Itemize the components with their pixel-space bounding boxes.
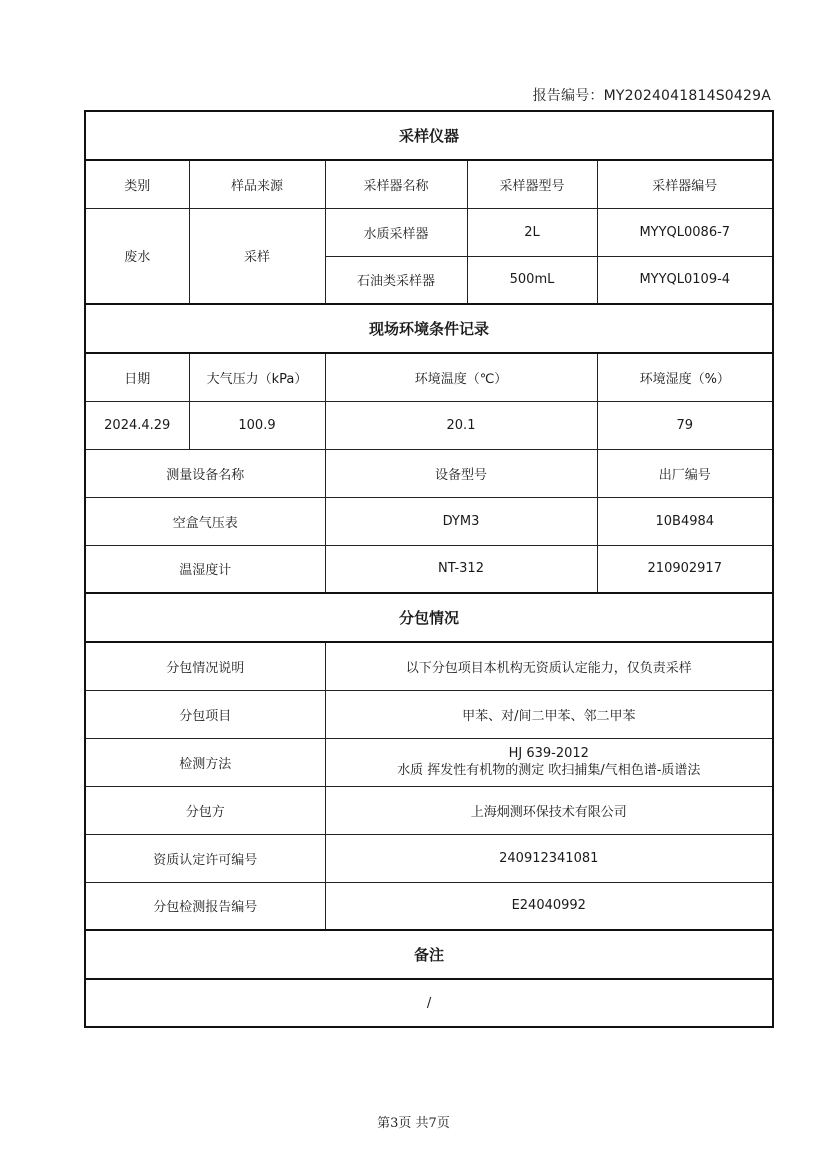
- remarks-value-cell: /: [85, 979, 773, 1027]
- env-date-value: 2024.4.29: [85, 401, 189, 449]
- subcontract-label-cell: 分包检测报告编号: [85, 882, 325, 930]
- detection-method-cell: [325, 738, 773, 786]
- method-description: 水质 挥发性有机物的测定 吹扫捕集/气相色谱-质谱法: [397, 763, 701, 778]
- subcontract-label-cell: 分包方: [85, 786, 325, 834]
- subcontract-label-cell: 分包情况说明: [85, 642, 325, 690]
- device-header-model: 设备型号: [325, 449, 597, 497]
- subcontract-section-title: 分包情况: [85, 593, 773, 642]
- env-temperature-value: 20.1: [325, 401, 597, 449]
- sampler-model-cell: 2L: [467, 208, 597, 256]
- remarks-section-title: 备注: [85, 930, 773, 979]
- device-model-cell: NT-312: [325, 545, 597, 593]
- sampling-header-number: 采样器编号: [597, 160, 773, 208]
- env-humidity-value: 79: [597, 401, 773, 449]
- sampler-model-cell: 500mL: [467, 256, 597, 304]
- env-header-humidity: 环境湿度（%）: [597, 353, 773, 401]
- sampling-source-cell: 采样: [189, 208, 325, 304]
- subcontract-label-cell: 分包项目: [85, 690, 325, 738]
- report-table: [84, 110, 774, 1028]
- device-header-serial: 出厂编号: [597, 449, 773, 497]
- page-footer: 第3页 共7页: [377, 1116, 450, 1131]
- sampling-header-model: 采样器型号: [467, 160, 597, 208]
- subcontract-value-cell: 以下分包项目本机构无资质认定能力，仅负责采样: [325, 642, 773, 690]
- sampler-number-cell: MYYQL0086-7: [597, 208, 773, 256]
- device-name-cell: 空盒气压表: [85, 497, 325, 545]
- sampling-category-cell: 废水: [85, 208, 189, 304]
- device-name-cell: 温湿度计: [85, 545, 325, 593]
- sampler-name-cell: 水质采样器: [325, 208, 467, 256]
- subcontract-label-cell: 检测方法: [85, 738, 325, 786]
- sampler-name-cell: 石油类采样器: [325, 256, 467, 304]
- subcontract-label-cell: 资质认定许可编号: [85, 834, 325, 882]
- subcontract-value-cell: 240912341081: [325, 834, 773, 882]
- subcontract-value-cell: 甲苯、对/间二甲苯、邻二甲苯: [325, 690, 773, 738]
- env-pressure-value: 100.9: [189, 401, 325, 449]
- environment-section-title: 现场环境条件记录: [85, 304, 773, 353]
- subcontract-value-cell: 上海炯测环保技术有限公司: [325, 786, 773, 834]
- device-model-cell: DYM3: [325, 497, 597, 545]
- sampling-section-title: 采样仪器: [85, 111, 773, 160]
- sampling-header-name: 采样器名称: [325, 160, 467, 208]
- env-header-pressure: 大气压力（kPa）: [189, 353, 325, 401]
- sampler-number-cell: MYYQL0109-4: [597, 256, 773, 304]
- sampling-header-source: 样品来源: [189, 160, 325, 208]
- sampling-header-category: 类别: [85, 160, 189, 208]
- report-number: 报告编号：MY2024041814S0429A: [532, 88, 771, 104]
- subcontract-value-cell: E24040992: [325, 882, 773, 930]
- device-serial-cell: 10B4984: [597, 497, 773, 545]
- env-header-date: 日期: [85, 353, 189, 401]
- method-standard: HJ 639-2012: [508, 746, 589, 761]
- device-header-name: 测量设备名称: [85, 449, 325, 497]
- env-header-temperature: 环境温度（℃）: [325, 353, 597, 401]
- device-serial-cell: 210902917: [597, 545, 773, 593]
